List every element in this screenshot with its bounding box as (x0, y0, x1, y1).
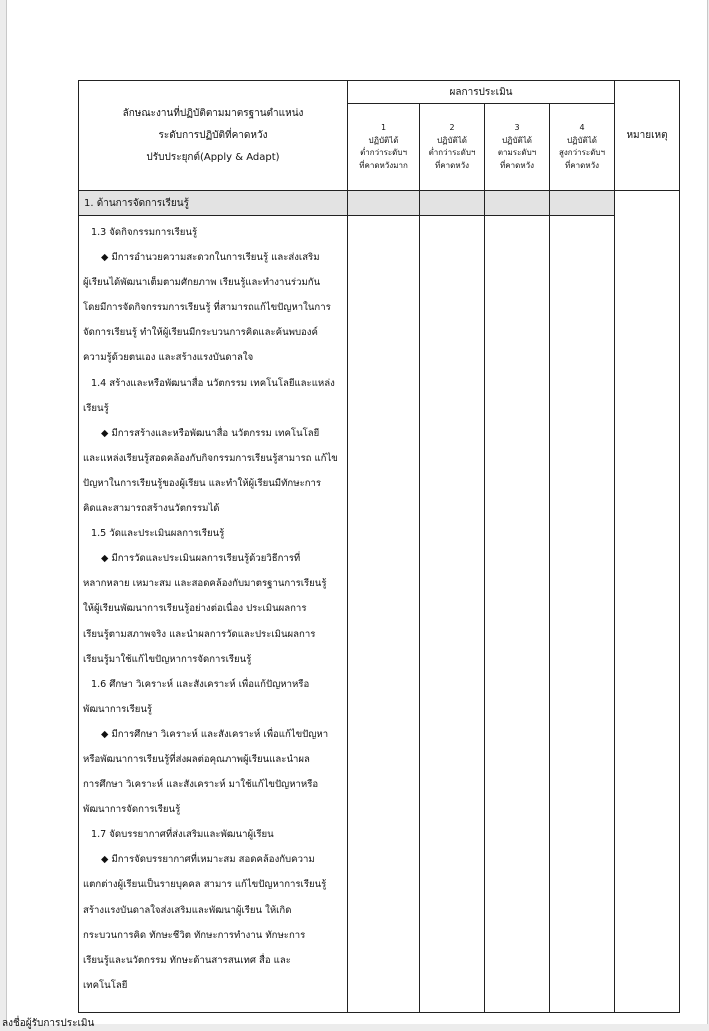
criteria-line: ◆ มีการศึกษา วิเคราะห์ และสังเคราะห์ เพื่อแก้ไขปัญหา (101, 728, 329, 740)
criteria-line: ปัญหาในการเรียนรู้ของผู้เรียน และทำให้ผู้เรียนมีทักษะการ (83, 477, 322, 489)
criteria-line: 1.7 จัดบรรยากาศที่ส่งเสริมและพัฒนาผู้เรียน (91, 829, 274, 841)
criteria-line: 1.4 สร้างและหรือพัฒนาสื่อ นวัตกรรม เทคโนโลยีและแหล่ง (91, 377, 335, 389)
level-1-cell[interactable] (348, 191, 420, 216)
criteria-header (79, 81, 348, 191)
level-4-header: 4 ปฏิบัติได้ สูงกว่าระดับฯ ที่คาดหวัง (550, 104, 615, 191)
level-1-body-cell[interactable] (348, 216, 420, 1013)
criteria-line: ◆ มีการวัดและประเมินผลการเรียนรู้ด้วยวิธีการที่ (101, 553, 301, 565)
criteria-body-row (79, 216, 680, 1013)
criteria-line: โดยมีการจัดกิจกรรมการเรียนรู้ ที่สามารถแก้ไขปัญหาในการ (83, 302, 331, 314)
level-3-header: 3 ปฏิบัติได้ ตามระดับฯ ที่คาดหวัง (485, 104, 550, 191)
criteria-line: หลากหลาย เหมาะสม และสอดคล้องกับมาตรฐานการเรียนรู้ (83, 578, 327, 590)
criteria-line: และแหล่งเรียนรู้สอดคล้องกับกิจกรรมการเรียนรู้สามารถ แก้ไข (83, 452, 338, 464)
criteria-line: ◆ มีการจัดบรรยากาศที่เหมาะสม สอดคล้องกับความ (101, 854, 315, 866)
criteria-line: เรียนรู้ตามสภาพจริง และนำผลการวัดและประเมินผลการ (83, 628, 316, 640)
criteria-line: เรียนรู้และนวัตกรรม ทักษะด้านสารสนเทศ สื่อ และ (83, 954, 291, 966)
criteria-line: แตกต่างผู้เรียนเป็นรายบุคคล สามาร แก้ไขปัญหาการเรียนรู้ (83, 879, 327, 891)
criteria-header-line: ระดับการปฏิบัติที่คาดหวัง (158, 129, 268, 141)
evaluation-group-header: ผลการประเมิน (348, 81, 615, 104)
criteria-header-line: ลักษณะงานที่ปฏิบัติตามมาตรฐานตำแหน่ง (122, 107, 304, 119)
criteria-text-cell (79, 216, 348, 1013)
criteria-line: หรือพัฒนาการเรียนรู้ที่ส่งผลต่อคุณภาพผู้เรียนและนำผล (83, 753, 310, 765)
criteria-line: ให้ผู้เรียนพัฒนาการเรียนรู้อย่างต่อเนื่อง ประเมินผลการ (83, 603, 307, 615)
criteria-line: สร้างแรงบันดาลใจส่งเสริมและพัฒนาผู้เรียน ให้เกิด (83, 904, 292, 916)
level-2-header: 2 ปฏิบัติได้ ต่ำกว่าระดับฯ ที่คาดหวัง (420, 104, 485, 191)
criteria-line: กระบวนการคิด ทักษะชีวิต ทักษะการทำงาน ทักษะการ (83, 929, 306, 941)
criteria-line: การศึกษา วิเคราะห์ และสังเคราะห์ มาใช้แก้ไขปัญหาหรือ (83, 779, 319, 791)
level-2-body-cell[interactable] (420, 216, 485, 1013)
remark-header: หมายเหตุ (615, 81, 680, 191)
level-4-cell[interactable] (550, 191, 615, 216)
criteria-line: ความรู้ด้วยตนเอง และสร้างแรงบันดาลใจ (83, 352, 254, 364)
evaluation-table (78, 80, 680, 1013)
level-4-body-cell[interactable] (550, 216, 615, 1013)
criteria-line: 1.5 วัดและประเมินผลการเรียนรู้ (91, 528, 225, 540)
criteria-line: พัฒนาการเรียนรู้ (83, 703, 153, 715)
remark-cell[interactable] (615, 191, 680, 1013)
level-2-cell[interactable] (420, 191, 485, 216)
criteria-text (83, 220, 343, 998)
criteria-line: เรียนรู้มาใช้แก้ไขปัญหาการจัดการเรียนรู้ (83, 653, 252, 665)
criteria-line: ◆ มีการสร้างและหรือพัฒนาสื่อ นวัตกรรม เทคโนโลยี (101, 427, 320, 439)
footer-signature-fragment: ลงชื่อผู้รับการประเมิน (2, 1018, 95, 1029)
criteria-line: 1.6 ศึกษา วิเคราะห์ และสังเคราะห์ เพื่อแก้ปัญหาหรือ (91, 678, 310, 690)
level-3-body-cell[interactable] (485, 216, 550, 1013)
criteria-line: จัดการเรียนรู้ ทำให้ผู้เรียนมีกระบวนการคิดและค้นพบองค์ (83, 327, 318, 339)
criteria-line: เทคโนโลยี (83, 979, 128, 991)
criteria-line: คิดและสามารถสร้างนวัตกรรมได้ (83, 503, 220, 515)
section-title: 1. ด้านการจัดการเรียนรู้ (79, 191, 348, 216)
level-1-header: 1 ปฏิบัติได้ ต่ำกว่าระดับฯ ที่คาดหวังมาก (348, 104, 420, 191)
section-row (79, 191, 680, 216)
criteria-line: ◆ มีการอำนวยความสะดวกในการเรียนรู้ และส่งเสริม (101, 252, 320, 264)
criteria-line: เรียนรู้ (83, 402, 109, 414)
criteria-line: ผู้เรียนได้พัฒนาเต็มตามศักยภาพ เรียนรู้และทำงานร่วมกัน (83, 277, 321, 289)
criteria-line: 1.3 จัดกิจกรรมการเรียนรู้ (91, 227, 198, 238)
criteria-header-line: ปรับประยุกต์(Apply & Adapt) (146, 151, 280, 163)
document-page (6, 0, 708, 1024)
level-3-cell[interactable] (485, 191, 550, 216)
criteria-line: พัฒนาการจัดการเรียนรู้ (83, 804, 181, 816)
